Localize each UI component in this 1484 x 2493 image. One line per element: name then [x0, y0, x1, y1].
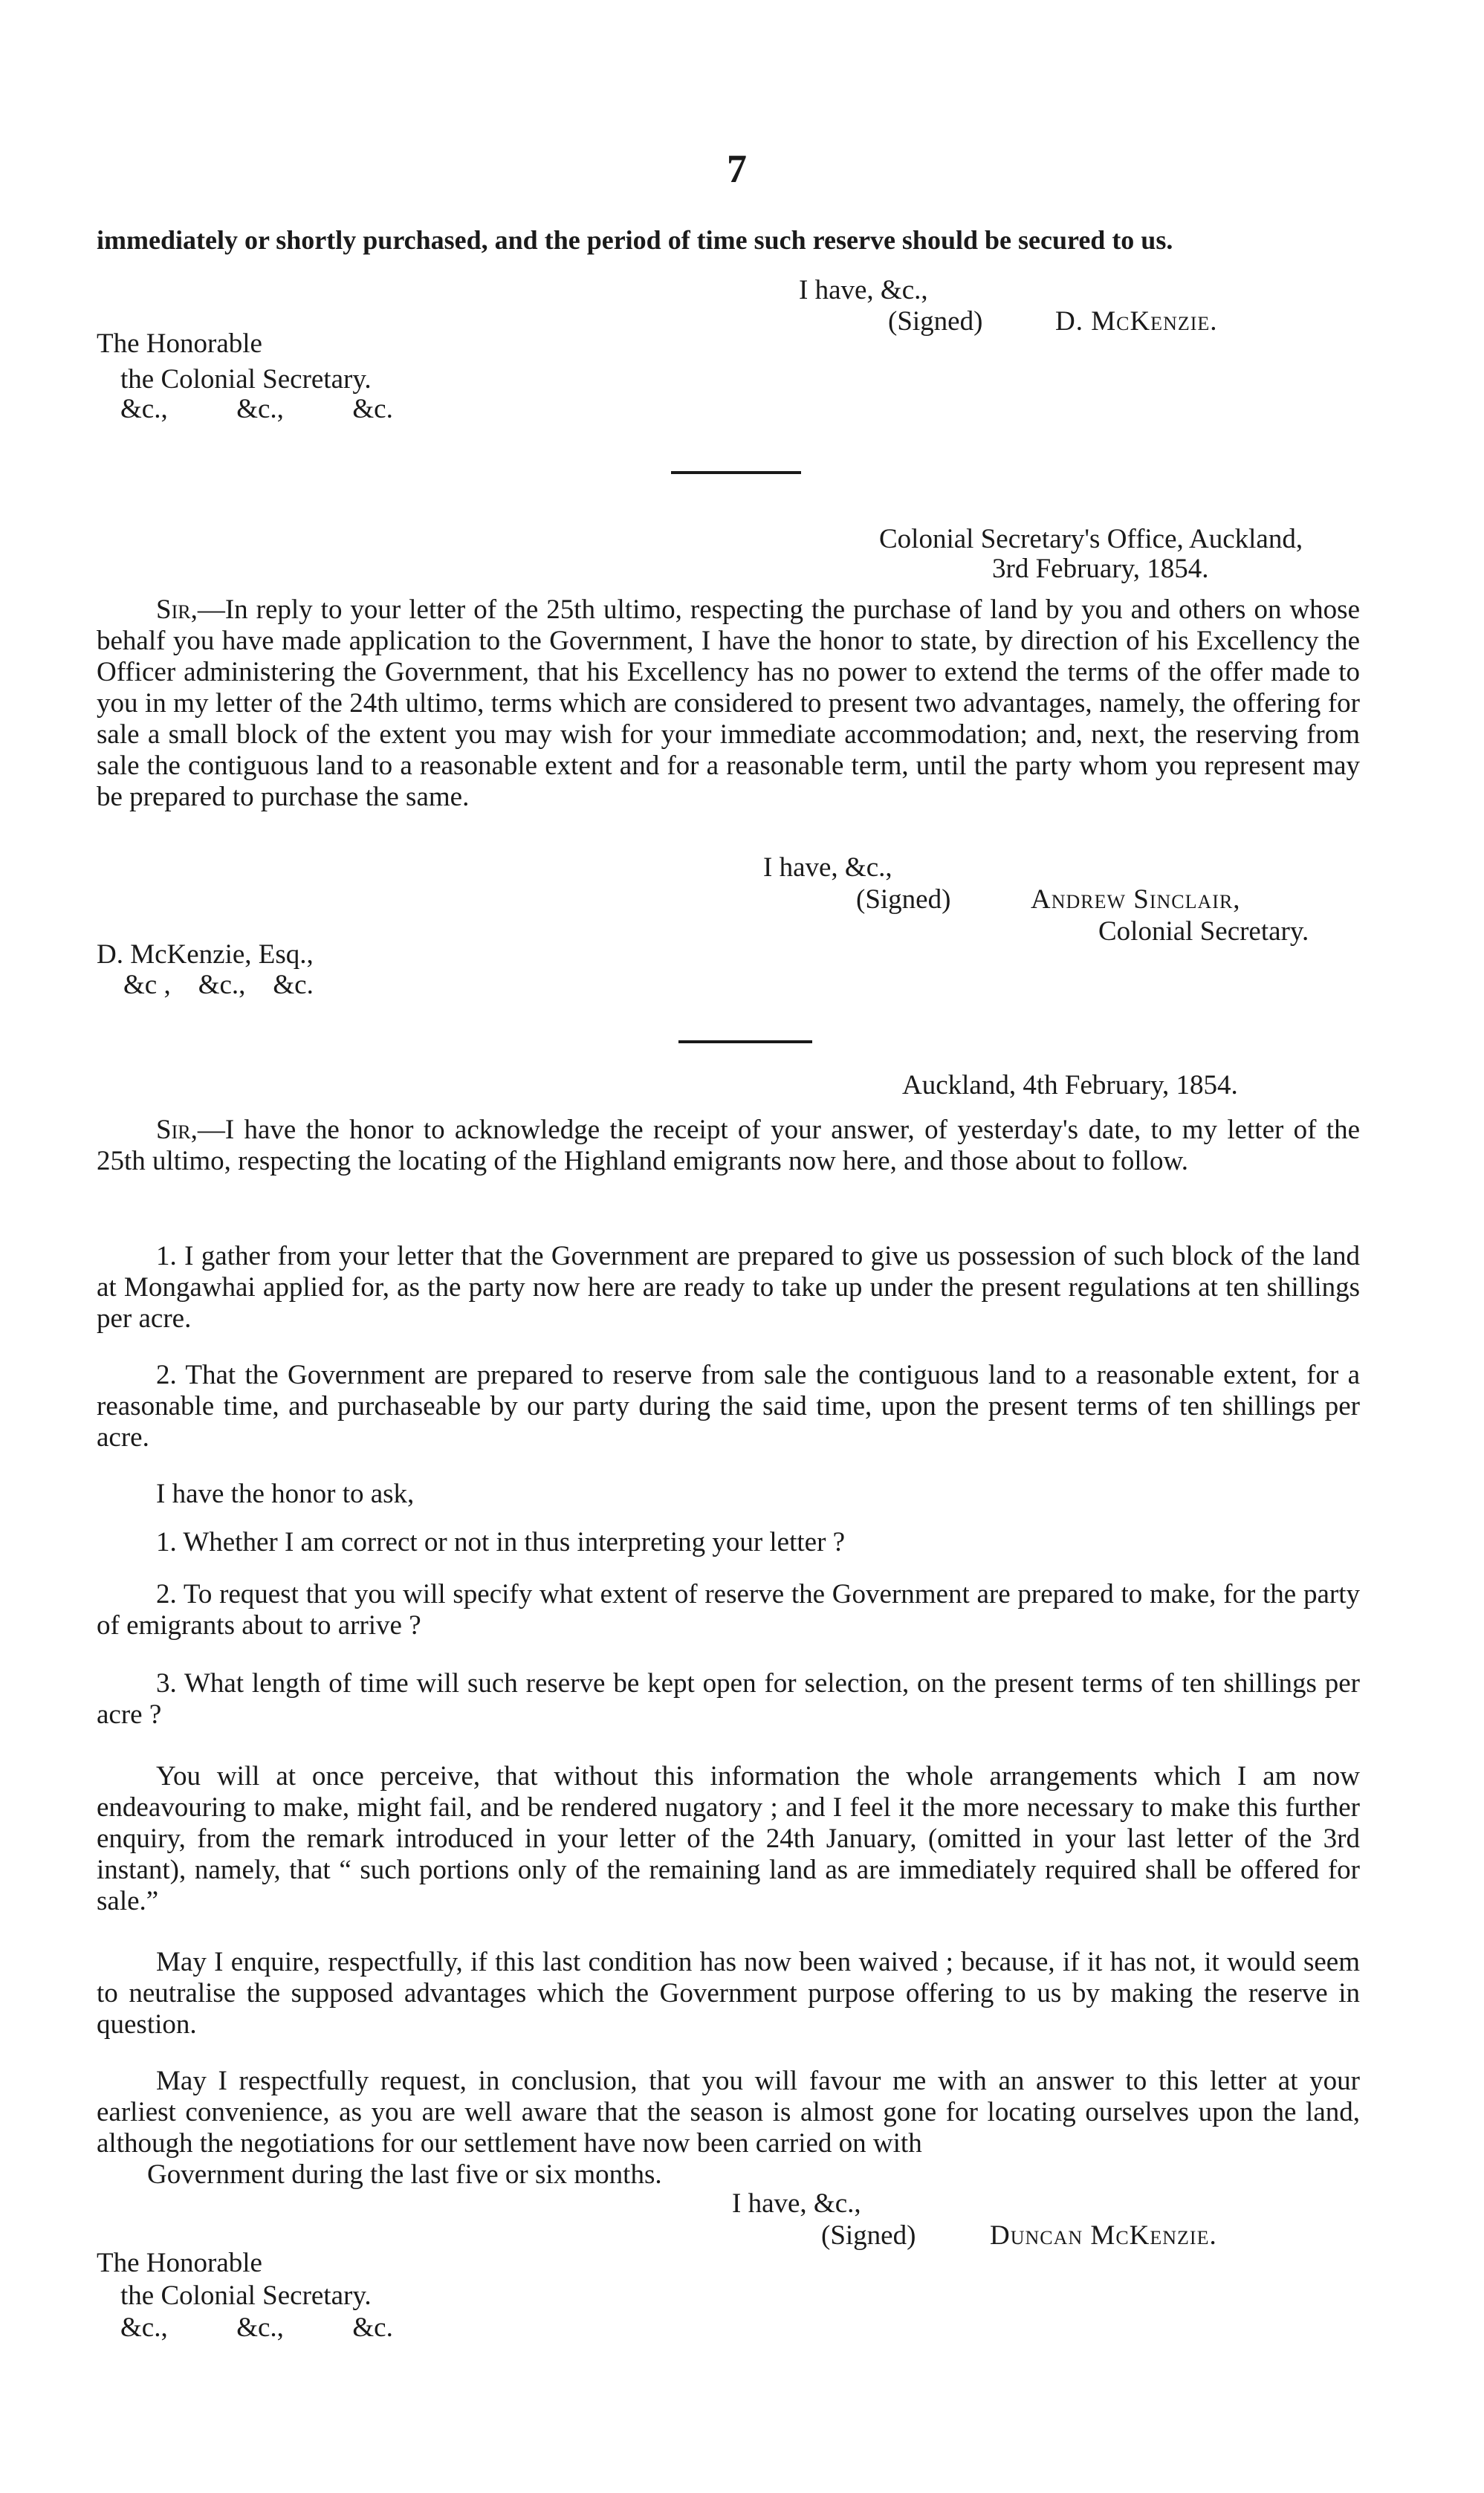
letter2-addressee-line2: &c , &c., &c. [123, 970, 314, 1000]
letter3-salutation: Sir, [156, 1115, 198, 1145]
letter3-sign-have: I have, &c., [732, 2188, 861, 2219]
letter3-paragraph-enquire: May I enquire, respectfully, if this last condition has now been waived ; because, if it has not, it would seem to neutralise the supposed advantages which the Government purpose offering to us by making the reserve in question. [97, 1947, 1360, 2040]
letter1-addressee-line3: &c., &c., &c. [120, 394, 393, 424]
letter1-sign-signed: (Signed) [888, 306, 983, 337]
letter1-addressee-line2: the Colonial Secretary. [120, 364, 372, 395]
letter2-body [97, 594, 1360, 813]
letter3-addressee-line2: the Colonial Secretary. [120, 2280, 372, 2311]
section-divider [671, 471, 801, 474]
letter3-date: Auckland, 4th February, 1854. [902, 1070, 1238, 1100]
letter3-question-2: 2. To request that you will specify what extent of reserve the Government are prepared to make, for the party of emigrants about to arrive ? [97, 1579, 1360, 1641]
letter3-addressee-line1: The Honorable [97, 2248, 262, 2278]
letter3-question-1: 1. Whether I am correct or not in thus interpreting your letter ? [156, 1527, 846, 1557]
page-number: 7 [727, 146, 747, 191]
letter2-date: 3rd February, 1854. [992, 554, 1209, 584]
letter1-closing-line: immediately or shortly purchased, and the period of time such reserve should be secured to us. [97, 225, 1173, 255]
letter3-ask: I have the honor to ask, [156, 1479, 415, 1509]
letter1-addressee-line1: The Honorable [97, 328, 262, 359]
letter3-point-2: 2. That the Government are prepared to reserve from sale the contiguous land to a reasonable extent, for a reasonable time, and purchaseable by our party during the said time, upon the present terms of ten shillings per acre. [97, 1360, 1360, 1453]
letter3-sign-signed: (Signed) [821, 2220, 916, 2251]
letter2-addressee-line1: D. McKenzie, Esq., [97, 939, 314, 970]
letter3-intro [97, 1115, 1360, 1177]
letter2-body-text: —In reply to your letter of the 25th ultimo, respecting the purchase of land by you and others on whose behalf you have made application to the Government, I have the honor to state, by direction of his Excellency the Officer administering the Government, that his Excellency has no power to extend the terms of the offer made to you in my letter of the 24th ultimo, terms which are considered to present two advantages, namely, the offering for sale a small block of the extent you may wish for your immediate accommodation; and, next, the reserving from sale the contiguous land to a reasonable extent and for a reasonable term, until the party whom you represent may be prepared to purchase the same. [97, 594, 1360, 812]
letter2-signature-title: Colonial Secretary. [1098, 916, 1309, 947]
letter3-question-3: 3. What length of time will such reserve be kept open for selection, on the present terms of ten shillings per acre ? [97, 1668, 1360, 1730]
letter3-intro-text: —I have the honor to acknowledge the receipt of your answer, of yesterday's date, to my letter of the 25th ultimo, respecting the locating of the Highland emigrants now here, and those about to follow. [97, 1115, 1360, 1176]
letter3-paragraph-request-last: Government during the last five or six months. [147, 2159, 662, 2190]
letter3-paragraph-request: May I respectfully request, in conclusion, that you will favour me with an answer to this letter at your earliest convenience, as you are well aware that the season is almost gone for locating ourselves upon the land, although the negotiations for our settlement have now been carried on with [97, 2066, 1360, 2159]
letter1-signature: D. McKenzie. [1055, 306, 1218, 337]
letter2-sign-have: I have, &c., [763, 852, 892, 883]
letter2-signature: Andrew Sinclair, [1031, 884, 1241, 915]
letter1-sign-have: I have, &c., [799, 275, 928, 305]
letter3-addressee-line3: &c., &c., &c. [120, 2312, 393, 2343]
letter3-paragraph-perceive: You will at once perceive, that without this information the whole arrangements which I am now endeavouring to make, might fail, and be rendered nugatory ; and I feel it the more necessary to make this further enquiry, from the remark introduced in your letter of the 24th January, (omitted in your last letter of the 3rd instant), namely, that “ such portions only of the remaining land as are immediately required shall be offered for sale.” [97, 1761, 1360, 1916]
letter3-signature: Duncan McKenzie. [990, 2220, 1217, 2251]
letter2-sign-signed: (Signed) [856, 884, 951, 915]
letter2-place: Colonial Secretary's Office, Auckland, [879, 524, 1303, 554]
letter3-point-1: 1. I gather from your letter that the Government are prepared to give us possession of such block of the land at Mongawhai applied for, as the party now here are ready to take up under the present regulations at ten shillings per acre. [97, 1241, 1360, 1334]
letter2-salutation: Sir, [156, 594, 198, 625]
section-divider [678, 1040, 812, 1043]
